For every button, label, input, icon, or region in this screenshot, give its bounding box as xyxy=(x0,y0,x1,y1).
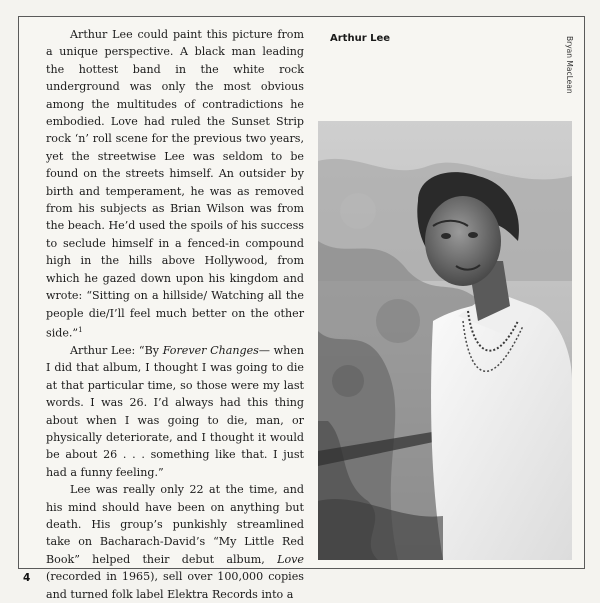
paragraph-1 xyxy=(46,26,304,342)
paragraph-2 xyxy=(46,342,304,481)
body-text-column xyxy=(46,26,304,603)
page-number: 4 xyxy=(23,572,31,584)
paragraph-3-text-b: (recorded in 1965), sell over 100,000 copies and turned folk label Elektra Records into a xyxy=(46,570,304,601)
album-title-forever-changes: Forever Changes xyxy=(162,344,259,357)
paragraph-2-text-a: Arthur Lee: “By xyxy=(70,344,163,357)
paragraph-1-text: Arthur Lee could paint this picture from a unique perspective. A black man leading the hottest band in the white rock underground was only the most obvious among the multitudes of contradictions he embodied. Love had ruled the Sunset Strip rock ‘n’ roll scene for the previous two years, yet the streetwise Lee was seldom to be found on the streets himself. An outsider by birth and temperament, he was as removed from his subjects as Brian Wilson was from the beach. He’d used the spoils of his success to seclude himself in a fenced-in compound high in the hills above Hollywood, from which he gazed down upon his kingdom and wrote: “Sitting on a hillside/ Watching all the people die/I’ll feel much better on the other side.” xyxy=(46,28,304,340)
paragraph-3 xyxy=(46,481,304,603)
album-title-love: Love xyxy=(277,552,304,566)
photo-caption: Arthur Lee xyxy=(330,33,391,44)
paragraph-3-text-a: Lee was really only 22 at the time, and his mind should have been on anything but death. His group’s punkishly streamlined take on Bacharach-David’s “My Little Red Book” helped their debut album, xyxy=(46,483,304,566)
photo-credit: Bryan MacLean xyxy=(565,36,574,94)
arthur-lee-photo xyxy=(318,121,572,560)
paragraph-2-text-b: — when I did that album, I thought I was going to die at that particular time, so those were my last words. I was 26. I’d always had this thing about when I was going to die, man, or physically deteriorate, and I thought it would be about 26 . . . something like that. I just had a funny feeling.” xyxy=(46,344,304,479)
footnote-marker: 1 xyxy=(78,325,83,334)
